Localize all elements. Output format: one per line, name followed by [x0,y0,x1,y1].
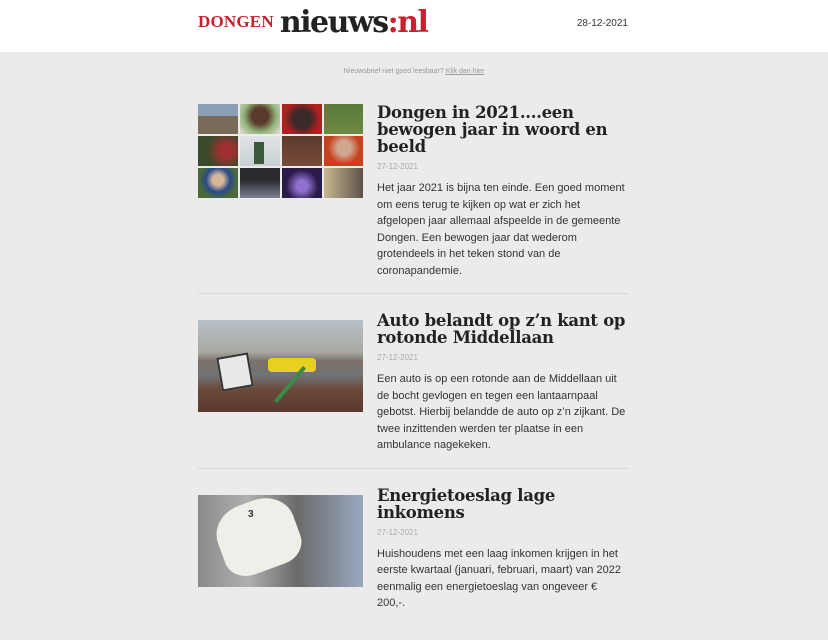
article-image-thermostat[interactable]: 3 [198,495,363,587]
article-item[interactable] [198,308,628,469]
article-date: 27-12-2021 [377,527,418,537]
article-list [198,100,628,640]
site-logo[interactable] [198,5,428,40]
notice-text: Nieuwsbrief niet goed leesbaar? [343,68,444,75]
article-date: 27-12-2021 [377,162,418,171]
newsletter-date: 28-12-2021 [576,18,628,29]
header [0,0,828,52]
logo-dongen: DONGEN [198,12,274,31]
readability-notice [0,68,828,78]
article-item[interactable] [198,100,628,294]
article-title[interactable]: Energietoeslag lage inkomens [377,485,556,522]
article-summary: Een auto is op een rotonde aan de Middellaan uit de bocht gevlogen en tegen een lantaarnpaal gebotst. Hierbij belandde de auto op z’n zijkant. De twee inzittenden werden ter plaatse in een ambulance nagekeken. [377,373,626,451]
article-title[interactable]: Auto belandt op z’n kant op rotonde Middellaan [377,311,626,347]
logo-nieuws: nieuws [279,5,388,40]
article-title[interactable]: Dongen in 2021....een bewogen jaar in woord en beeld [377,103,608,156]
view-online-link[interactable]: Klik dan hier [445,68,485,75]
article-image-collage[interactable] [198,104,363,279]
article-item[interactable] [198,483,628,626]
article-summary: Huishoudens met een laag inkomen krijgen in het eerste kwartaal (januari, februari, maart) van 2022 eenmalig een energietoeslag van ongeveer € 200,-. [377,547,621,609]
article-summary: Het jaar 2021 is bijna ten einde. Een goed moment om eens terug te kijken op wat er zich het afgelopen jaar allemaal afspeelde in de gemeente Dongen. Een bewogen jaar dat wederom grotendeels in het teken stond van de coronapandemie. [377,182,625,277]
article-image-car-accident[interactable] [198,320,363,412]
article-date: 27-12-2021 [377,353,418,362]
logo-nl: :nl [387,5,428,40]
